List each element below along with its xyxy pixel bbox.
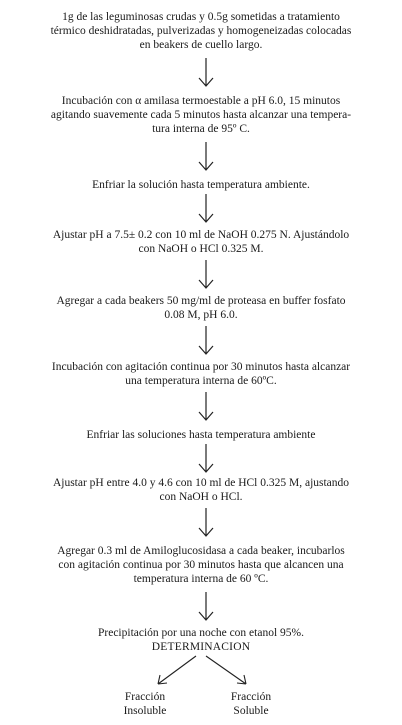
step-8-line-1: Ajustar pH entre 4.0 y 4.6 con 10 ml de HCl 0.325 M, ajustando — [52, 477, 350, 489]
outcome-soluble-line-1: Fracción — [230, 691, 272, 703]
step-1-line-1: 1g de las leguminosas crudas y 0.5g sometidas a tratamiento — [62, 11, 340, 23]
step-6-line-1: Incubación con agitación continua por 30 minutos hasta alcanzar — [51, 361, 351, 373]
outcome-insoluble-line-1: Fracción — [124, 691, 166, 703]
step-4-line-2: con NaOH o HCl 0.325 M. — [138, 243, 264, 255]
step-9-line-2: con agitación continua por 30 minutos hasta que alcancen una — [58, 559, 344, 571]
step-2-line-3: tura interna de 95º C. — [152, 123, 250, 135]
step-2-line-2: agitando suavemente cada 5 minutos hasta alcanzar una tempera- — [50, 109, 352, 121]
step-3-line-1: Enfriar la solución hasta temperatura ambiente. — [92, 179, 310, 191]
outcome-soluble — [206, 690, 296, 718]
step-6-line-2: una temperatura interna de 60ºC. — [125, 375, 277, 387]
step-9-line-3: temperatura interna de 60 ºC. — [133, 573, 269, 585]
step-1-line-3: en beakers de cuello largo. — [139, 39, 263, 51]
step-2-line-1: Incubación con α amilasa termoestable a pH 6.0, 15 minutos — [61, 95, 341, 107]
step-8-line-2: con NaOH o HCl. — [159, 491, 243, 503]
determination-heading: DETERMINACION — [151, 641, 251, 653]
step-4-line-1: Ajustar pH a 7.5± 0.2 con 10 ml de NaOH 0.275 N. Ajustándolo — [52, 229, 350, 241]
step-10-line-1: Precipitación por una noche con etanol 95%. — [98, 627, 304, 639]
step-9-line-1: Agregar 0.3 ml de Amiloglucosidasa a cada beaker, incubarlos — [57, 545, 345, 557]
step-1-line-2: térmico deshidratadas, pulverizadas y homogeneizadas colocadas — [50, 25, 352, 37]
step-7-line-1: Enfriar las soluciones hasta temperatura ambiente — [86, 429, 316, 441]
outcome-insoluble — [100, 690, 190, 718]
outcome-insoluble-line-2: Insoluble — [123, 705, 167, 717]
step-5-line-2: 0.08 M, pH 6.0. — [164, 309, 238, 321]
step-5-line-1: Agregar a cada beakers 50 mg/ml de proteasa en buffer fosfato — [56, 295, 346, 307]
outcome-soluble-line-2: Soluble — [233, 705, 269, 717]
